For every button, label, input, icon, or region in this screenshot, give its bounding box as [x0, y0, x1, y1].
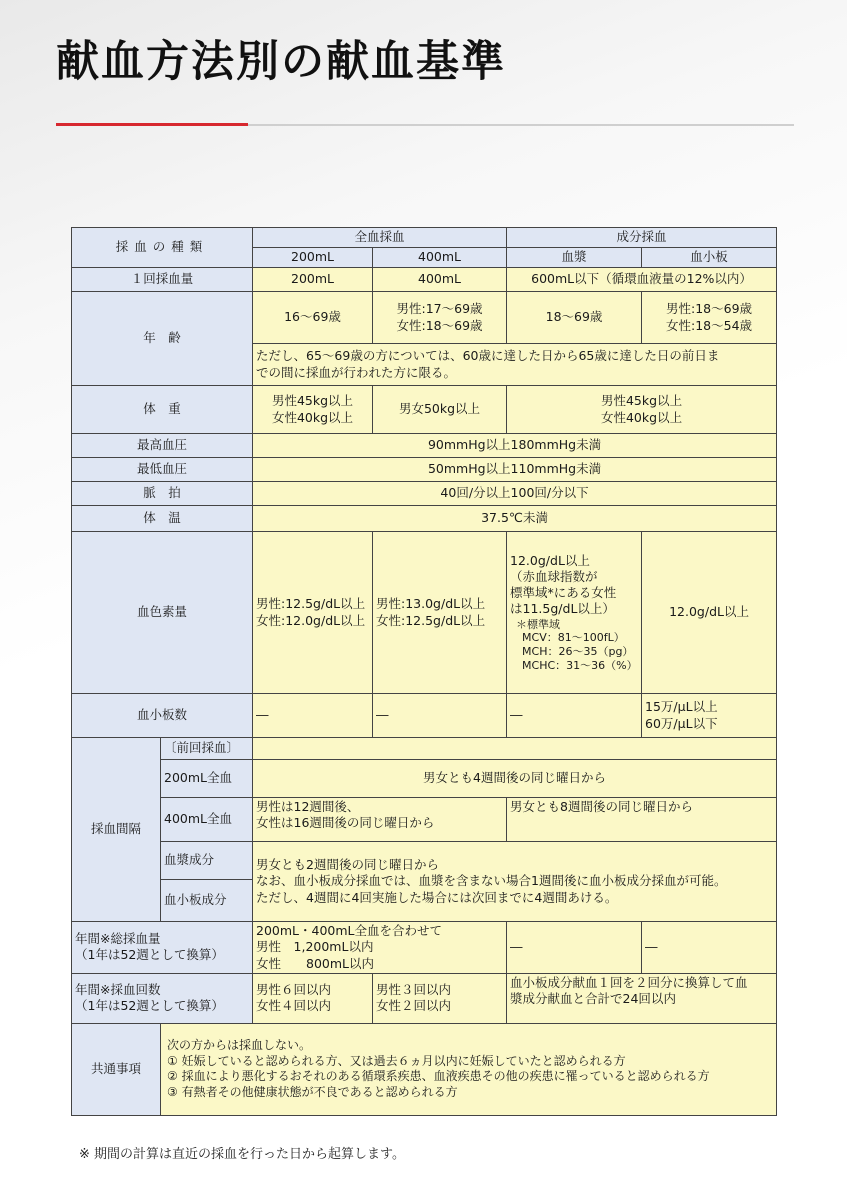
- plt-count-min: 15万/μL以上: [645, 699, 718, 715]
- annual-count-apheresis-line-2: 漿成分献血と合計で24回以内: [510, 991, 676, 1006]
- annual-count-400-male: 男性３回以内: [376, 982, 452, 997]
- age-note-line-2: での間に採血が行われた方に限る。: [256, 364, 457, 380]
- weight-200: [253, 386, 373, 434]
- footnote: ※ 期間の計算は直近の採血を行った日から起算します。: [79, 1147, 405, 1162]
- age-note-line-1: ただし、65〜69歳の方については、60歳に達した日から65歳に達した日の前日ま: [256, 348, 720, 364]
- age-note: [253, 344, 777, 386]
- hb-standard-mch: MCH：26〜35（pg）: [522, 645, 634, 658]
- age-platelet: [642, 292, 777, 344]
- hb-plasma-line-2: （赤血球指数が: [510, 568, 598, 584]
- whole-blood-header: 全血採血: [253, 228, 507, 248]
- hb-200-female: 女性:12.0g/dL以上: [256, 612, 366, 628]
- common-line-0: 次の方からは採血しない。: [167, 1038, 312, 1053]
- annual-count-400-female: 女性２回以内: [376, 998, 452, 1014]
- annual-count-apheresis: [507, 973, 777, 1023]
- header-row-1: [72, 228, 777, 248]
- age-400-male: 男性:17〜69歳: [396, 301, 483, 317]
- age-plasma: 18〜69歳: [507, 292, 642, 344]
- row-annual-total: [72, 922, 777, 974]
- donation-criteria-table: [71, 227, 777, 1116]
- annual-total-platelet: ―: [642, 922, 777, 974]
- interval-400-whole: [253, 798, 507, 842]
- interval-400-apheresis: 男女とも8週間後の同じ曜日から: [507, 798, 777, 842]
- bp-max-value: 90mmHg以上180mmHg未満: [253, 434, 777, 458]
- annual-count-400: [373, 973, 507, 1023]
- hb-200-male: 男性:12.5g/dL以上: [256, 596, 366, 612]
- bp-min-value: 50mmHg以上110mmHg未満: [253, 458, 777, 482]
- row-pulse: [72, 482, 777, 506]
- interval-400-female: 女性は16週間後の同じ曜日から: [256, 815, 435, 831]
- plt-count-400: ―: [373, 694, 507, 738]
- hb-plasma-line-1: 12.0g/dL以上: [510, 552, 590, 568]
- annual-count-apheresis-line-1: 血小板成分献血１回を２回分に換算して血: [510, 974, 748, 990]
- age-label: 年 齢: [72, 292, 253, 386]
- pulse-label: 脈 拍: [72, 482, 253, 506]
- row-platelet-count: [72, 694, 777, 738]
- apheresis-header: 成分採血: [507, 228, 777, 248]
- common-value: [161, 1023, 777, 1115]
- row-weight: [72, 386, 777, 434]
- page-title: 献血方法別の献血基準: [56, 37, 506, 87]
- col-platelet-header: 血小板: [642, 248, 777, 268]
- annual-total-label: [72, 922, 253, 974]
- annual-total-whole: [253, 922, 507, 974]
- common-line-1: ① 妊娠していると認められる方、又は過去６ヵ月以内に妊娠していたと認められる方: [167, 1053, 626, 1068]
- hb-400-male: 男性:13.0g/dL以上: [376, 596, 486, 612]
- hb-200: [253, 532, 373, 694]
- hb-400: [373, 532, 507, 694]
- interval-platelet-label: 血小板成分: [161, 880, 253, 922]
- age-platelet-female: 女性:18〜54歳: [666, 317, 753, 333]
- interval-prev-label: 〔前回採血〕: [161, 738, 253, 760]
- interval-400-male: 男性は12週間後、: [256, 799, 360, 814]
- hb-platelet: 12.0g/dL以上: [642, 532, 777, 694]
- annual-count-200-female: 女性４回以内: [256, 998, 332, 1014]
- annual-count-label: [72, 973, 253, 1023]
- weight-label: 体 重: [72, 386, 253, 434]
- hb-standard-mchc: MCHC：31〜36（%）: [522, 658, 638, 672]
- interval-400-label: 400mL全血: [161, 798, 253, 842]
- plt-count-plasma: ―: [507, 694, 642, 738]
- volume-200: 200mL: [253, 268, 373, 292]
- age-400: [373, 292, 507, 344]
- bp-min-label: 最低血圧: [72, 458, 253, 482]
- common-label: 共通事項: [72, 1023, 161, 1115]
- title-accent-bar: [56, 123, 248, 126]
- common-line-3: ③ 有熱者その他健康状態が不良であると認められる方: [167, 1084, 458, 1099]
- annual-count-200-male: 男性６回以内: [256, 982, 332, 997]
- weight-200-male: 男性45kg以上: [271, 393, 354, 409]
- row-bp-max: [72, 434, 777, 458]
- col-200ml-header: 200mL: [253, 248, 373, 268]
- volume-400: 400mL: [373, 268, 507, 292]
- row-bp-min: [72, 458, 777, 482]
- hb-plasma-line-4: は11.5g/dL以上）: [510, 601, 615, 617]
- weight-200-female: 女性40kg以上: [271, 409, 354, 425]
- hb-plasma: [507, 532, 642, 694]
- annual-count-label-1: 年間※採血回数: [75, 982, 161, 997]
- row-hemoglobin: [72, 532, 777, 694]
- interval-plasma-label: 血漿成分: [161, 842, 253, 880]
- common-line-2: ② 採血により悪化するおそれのある循環系疾患、血液疾患その他の疾患に罹っていると認められる方: [167, 1069, 710, 1084]
- volume-label: １回採血量: [72, 268, 253, 292]
- weight-apheresis-male: 男性45kg以上: [600, 393, 683, 409]
- plt-count-max: 60万/μL以下: [645, 715, 718, 731]
- annual-total-label-2: （1年は52週として換算）: [75, 947, 224, 963]
- interval-apheresis-line-2: なお、血小板成分採血では、血漿を含まない場合1週間後に血小板成分採血が可能。: [256, 873, 727, 889]
- weight-apheresis-female: 女性40kg以上: [600, 409, 683, 425]
- age-platelet-male: 男性:18〜69歳: [666, 301, 753, 317]
- interval-prev-blank: [253, 738, 777, 760]
- plt-count-label: 血小板数: [72, 694, 253, 738]
- annual-count-200: [253, 973, 373, 1023]
- annual-total-line-3: 女性 800mL以内: [256, 955, 375, 971]
- annual-count-label-2: （1年は52週として換算）: [75, 998, 224, 1014]
- row-interval-prev: [72, 738, 777, 760]
- weight-400: 男女50kg以上: [373, 386, 507, 434]
- annual-total-plasma: ―: [507, 922, 642, 974]
- interval-200-label: 200mL全血: [161, 760, 253, 798]
- col-type-header: 採血の種類: [72, 228, 253, 268]
- row-interval-plasma: [72, 842, 777, 880]
- pulse-value: 40回/分以上100回/分以下: [253, 482, 777, 506]
- hb-plasma-line-3: 標準域*にある女性: [510, 585, 617, 600]
- row-volume: [72, 268, 777, 292]
- temp-value: 37.5℃未満: [253, 506, 777, 532]
- row-annual-count: [72, 973, 777, 1023]
- row-temp: [72, 506, 777, 532]
- annual-total-line-2: 男性 1,200mL以内: [256, 939, 374, 955]
- hb-400-female: 女性:12.5g/dL以上: [376, 612, 486, 628]
- interval-200-value: 男女とも4週間後の同じ曜日から: [253, 760, 777, 798]
- age-200: 16〜69歳: [253, 292, 373, 344]
- weight-apheresis: [507, 386, 777, 434]
- interval-apheresis-line-3: ただし、4週間に4回実施した場合には次回までに4週間あける。: [256, 889, 618, 905]
- plt-count-platelet: [642, 694, 777, 738]
- row-interval-200: [72, 760, 777, 798]
- row-interval-400: [72, 798, 777, 842]
- row-common: [72, 1023, 777, 1115]
- plt-count-200: ―: [253, 694, 373, 738]
- interval-apheresis-line-1: 男女とも2週間後の同じ曜日から: [256, 857, 439, 873]
- hb-standard-title: ＊標準域: [516, 617, 561, 631]
- annual-total-label-1: 年間※総採血量: [75, 931, 161, 947]
- volume-apheresis: 600mL以下（循環血液量の12%以内）: [507, 268, 777, 292]
- row-age: [72, 292, 777, 344]
- col-400ml-header: 400mL: [373, 248, 507, 268]
- interval-apheresis-value: [253, 842, 777, 922]
- hb-label: 血色素量: [72, 532, 253, 694]
- temp-label: 体 温: [72, 506, 253, 532]
- annual-total-line-1: 200mL・400mL全血を合わせて: [256, 923, 443, 938]
- hb-standard-mcv: MCV：81〜100fL）: [522, 631, 625, 645]
- col-plasma-header: 血漿: [507, 248, 642, 268]
- age-400-female: 女性:18〜69歳: [396, 317, 483, 333]
- bp-max-label: 最高血圧: [72, 434, 253, 458]
- interval-label: 採血間隔: [72, 738, 161, 922]
